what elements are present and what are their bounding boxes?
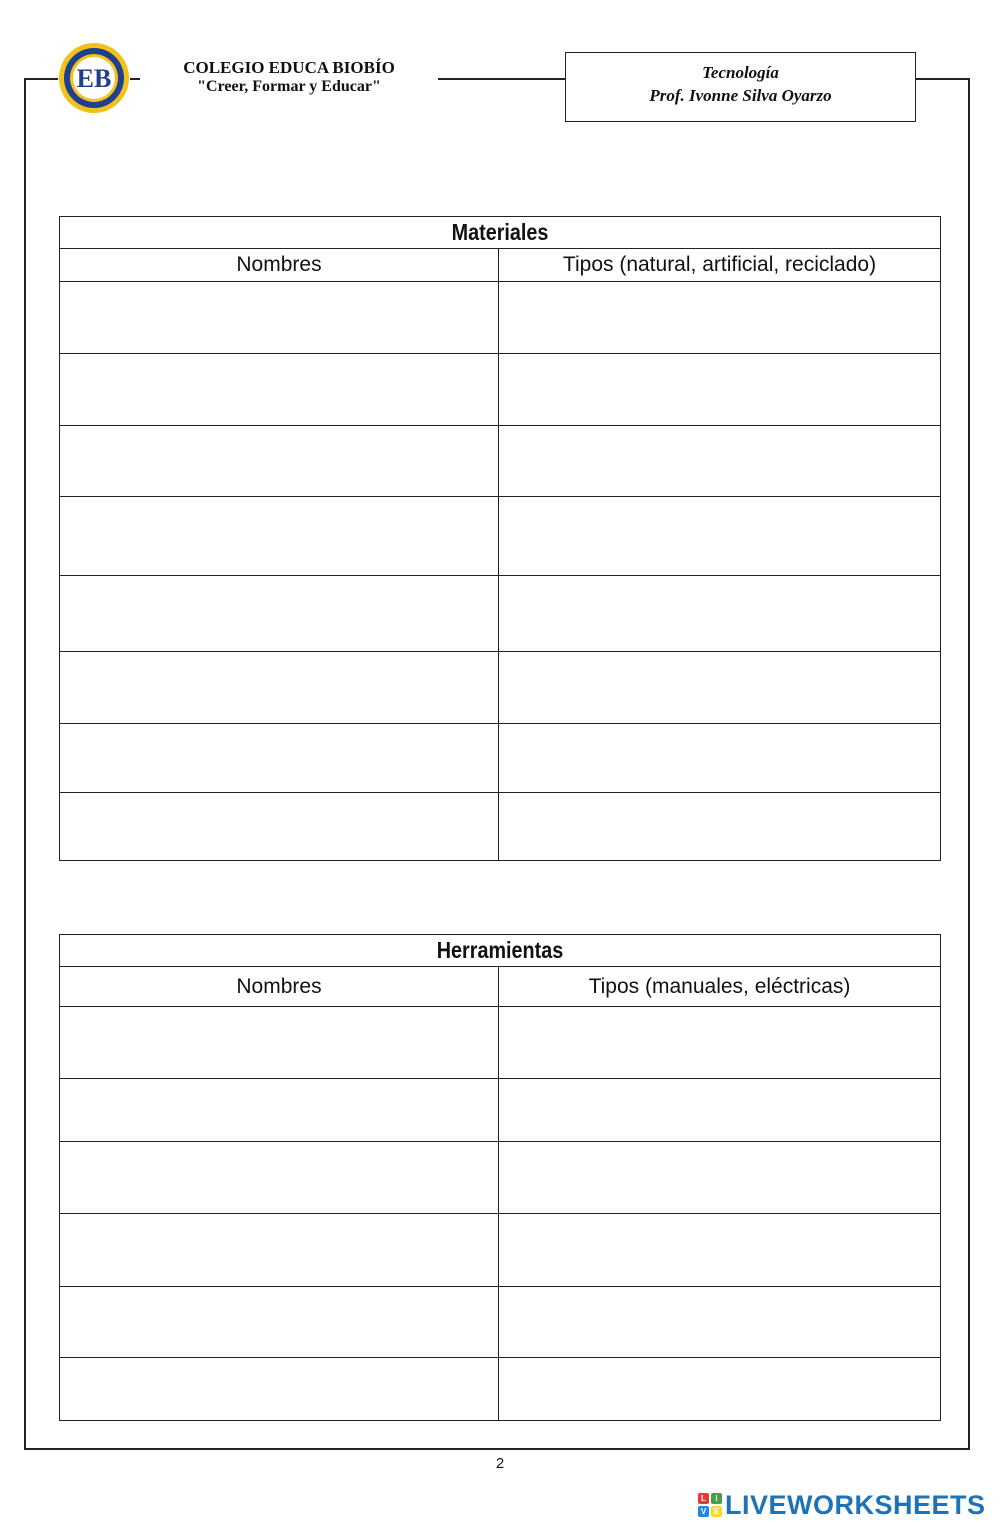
herramientas-type-cell[interactable] — [499, 1214, 941, 1287]
herramientas-name-cell[interactable] — [60, 1358, 499, 1421]
subject-box — [565, 52, 916, 122]
materiales-type-cell[interactable] — [499, 652, 941, 724]
school-heading — [140, 58, 438, 96]
materiales-name-cell[interactable] — [60, 724, 499, 793]
herramientas-type-cell[interactable] — [499, 1287, 941, 1358]
herramientas-col-tipos: Tipos (manuales, eléctricas) — [499, 967, 941, 1007]
materiales-name-cell[interactable] — [60, 426, 499, 497]
herramientas-type-cell[interactable] — [499, 1007, 941, 1079]
logo-letters: EB — [76, 64, 112, 93]
brand-wordmark: LIVEWORKSHEETS — [725, 1489, 986, 1520]
materiales-type-cell[interactable] — [499, 282, 941, 354]
badge-letter: V — [698, 1506, 709, 1517]
subject-name: Tecnología — [702, 63, 779, 82]
materiales-name-cell[interactable] — [60, 576, 499, 652]
herramientas-name-cell[interactable] — [60, 1287, 499, 1358]
herramientas-type-cell[interactable] — [499, 1079, 941, 1142]
materiales-name-cell[interactable] — [60, 354, 499, 426]
materiales-name-cell[interactable] — [60, 652, 499, 724]
badge-letter: I — [711, 1493, 722, 1504]
herramientas-col-nombres: Nombres — [60, 967, 499, 1007]
herramientas-title-cell — [60, 935, 941, 967]
teacher-name: Prof. Ivonne Silva Oyarzo — [649, 86, 832, 105]
herramientas-name-cell[interactable] — [60, 1214, 499, 1287]
herramientas-name-cell[interactable] — [60, 1007, 499, 1079]
herramientas-type-cell[interactable] — [499, 1358, 941, 1421]
materiales-col-tipos: Tipos (natural, artificial, reciclado) — [499, 249, 941, 282]
materiales-title-cell — [60, 217, 941, 249]
materiales-type-cell[interactable] — [499, 576, 941, 652]
materiales-type-cell[interactable] — [499, 497, 941, 576]
herramientas-type-cell[interactable] — [499, 1142, 941, 1214]
materiales-type-cell[interactable] — [499, 354, 941, 426]
liveworksheets-brand[interactable] — [698, 1489, 986, 1521]
materiales-name-cell[interactable] — [60, 282, 499, 354]
materiales-name-cell[interactable] — [60, 793, 499, 861]
herramientas-title: Herramientas — [436, 937, 564, 963]
materiales-type-cell[interactable] — [499, 724, 941, 793]
badge-letter: E — [711, 1506, 722, 1517]
materiales-col-nombres: Nombres — [60, 249, 499, 282]
page-number: 2 — [495, 1455, 505, 1472]
materiales-table — [59, 216, 941, 861]
herramientas-table — [59, 934, 941, 1421]
materiales-type-cell[interactable] — [499, 793, 941, 861]
school-name: COLEGIO EDUCA BIOBÍO — [183, 58, 395, 77]
materiales-title: Materiales — [451, 219, 549, 245]
brand-badge-icon — [698, 1493, 722, 1517]
school-motto: "Creer, Formar y Educar" — [197, 78, 381, 95]
school-logo — [58, 42, 130, 114]
herramientas-name-cell[interactable] — [60, 1079, 499, 1142]
materiales-name-cell[interactable] — [60, 497, 499, 576]
badge-letter: L — [698, 1493, 709, 1504]
herramientas-name-cell[interactable] — [60, 1142, 499, 1214]
materiales-type-cell[interactable] — [499, 426, 941, 497]
